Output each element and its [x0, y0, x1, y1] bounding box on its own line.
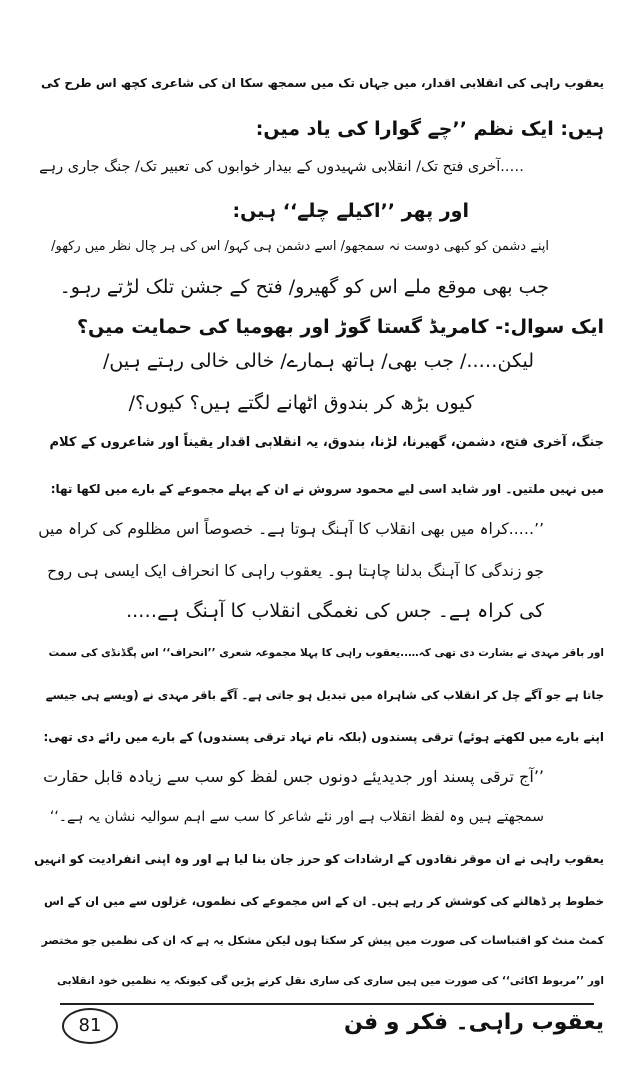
text-line-4: ایک سوال:- کامریڈ گستا گوڑ اور بھومیا کی حمایت میں؟: [77, 316, 604, 338]
text-line-10: یعقوب راہی نے ان موقر نقادوں کے ارشادات کو حرز جان بنا لیا ہے اور وہ اپنی انفرادیت کو انہیں: [34, 852, 604, 866]
quote-line-3: کی کراہ ہے۔ جس کی نغمگی انقلاب کا آہنگ ہے…..: [126, 600, 544, 622]
text-line-12: کمٹ منٹ کو اقتباسات کی صورت میں پیش کر سکتا ہوں لیکن مشکل یہ ہے کہ ان کی نظمیں جو مختصر: [41, 934, 604, 947]
text-line-7: اور باقر مہدی نے بشارت دی تھی کہ…..یعقوب راہی کا پہلا مجموعہ شعری ’’انحراف‘‘ اس پگڈنڈی کی سمت: [48, 647, 604, 659]
text-line-11: خطوط پر ڈھالنے کی کوشش کر رہے ہیں۔ ان کے اس مجموعے کی نظموں، غزلوں سے میں ان کے اس: [43, 894, 604, 908]
poem-line-1: …..آخری فتح تک/ انقلابی شہیدوں کے بیدار خوابوں کی تعبیر تک/ جنگ جاری رہے: [39, 159, 524, 175]
text-line-13: اور ’’مربوط اکائی‘‘ کی صورت میں ہیں ساری کی ساری نقل کرنے پڑیں گی کیونکہ یہ نظمیں خود انقلابی: [57, 975, 604, 987]
poem-line-3: جب بھی موقع ملے اس کو گھیرو/ فتح کے جشن تلک لڑتے رہو۔: [59, 276, 549, 298]
text-line-5: جنگ، آخری فتح، دشمن، گھیرنا، لڑنا، بندوق، یہ انقلابی اقدار یقیناً اور شاعروں کے کلام: [49, 435, 604, 450]
text-line-3: اور پھر ’’اکیلے چلے‘‘ ہیں:: [232, 200, 469, 222]
quote-line-1: ’’…..کراہ میں بھی انقلاب کا آہنگ ہوتا ہے۔ خصوصاً اس مظلوم کی کراہ میں: [38, 520, 544, 538]
running-title: یعقوب راہی۔ فکر و فن: [343, 1010, 604, 1035]
footer-rule: [60, 1003, 594, 1005]
quote-line-2: جو زندگی کا آہنگ بدلنا چاہتا ہو۔ یعقوب راہی کا انحراف ایک ایسی ہی روح: [47, 562, 544, 580]
text-line-6: میں نہیں ملتیں۔ اور شاید اسی لیے محمود سروش نے ان کے پہلے مجموعے کے بارے میں لکھا تھا:: [50, 482, 604, 496]
quote-line-5: سمجھتے ہیں وہ لفظ انقلاب ہے اور نئے شاعر کا سب سے اہم سوالیہ نشان یہ ہے۔‘‘: [49, 809, 544, 825]
quote-line-4: ’’آج ترقی پسند اور جدیدیئے دونوں جس لفظ کو سب سے زیادہ قابل حقارت: [43, 767, 544, 786]
text-line-1: یعقوب راہی کی انقلابی اقدار، میں جہاں تک میں سمجھ سکا ان کی شاعری کچھ اس طرح کی: [41, 76, 604, 90]
page-number: 81: [62, 1008, 118, 1044]
text-line-8: جاتا ہے جو آگے چل کر انقلاب کی شاہراہ میں تبدیل ہو جاتی ہے۔ آگے باقر مہدی نے (ویسے ہی جیسے: [45, 688, 604, 702]
poem-line-4: لیکن…../ جب بھی/ ہاتھ ہمارے/ خالی خالی رہتے ہیں/: [102, 350, 534, 372]
text-line-9: اپنے بارے میں لکھتے ہوئے) ترقی پسندوں (بلکہ نام نہاد ترقی پسندوں) کے بارے میں رائے دی تھی:: [43, 730, 604, 744]
text-line-2: ہیں: ایک نظم ’’چے گوارا کی یاد میں:: [255, 118, 604, 140]
poem-line-2: اپنے دشمن کو کبھی دوست نہ سمجھو/ اسے دشمن ہی کہو/ اس کی ہر چال نظر میں رکھو/: [51, 239, 549, 254]
poem-line-5: کیوں بڑھ کر بندوق اٹھانے لگتے ہیں؟ کیوں؟/: [128, 392, 474, 414]
